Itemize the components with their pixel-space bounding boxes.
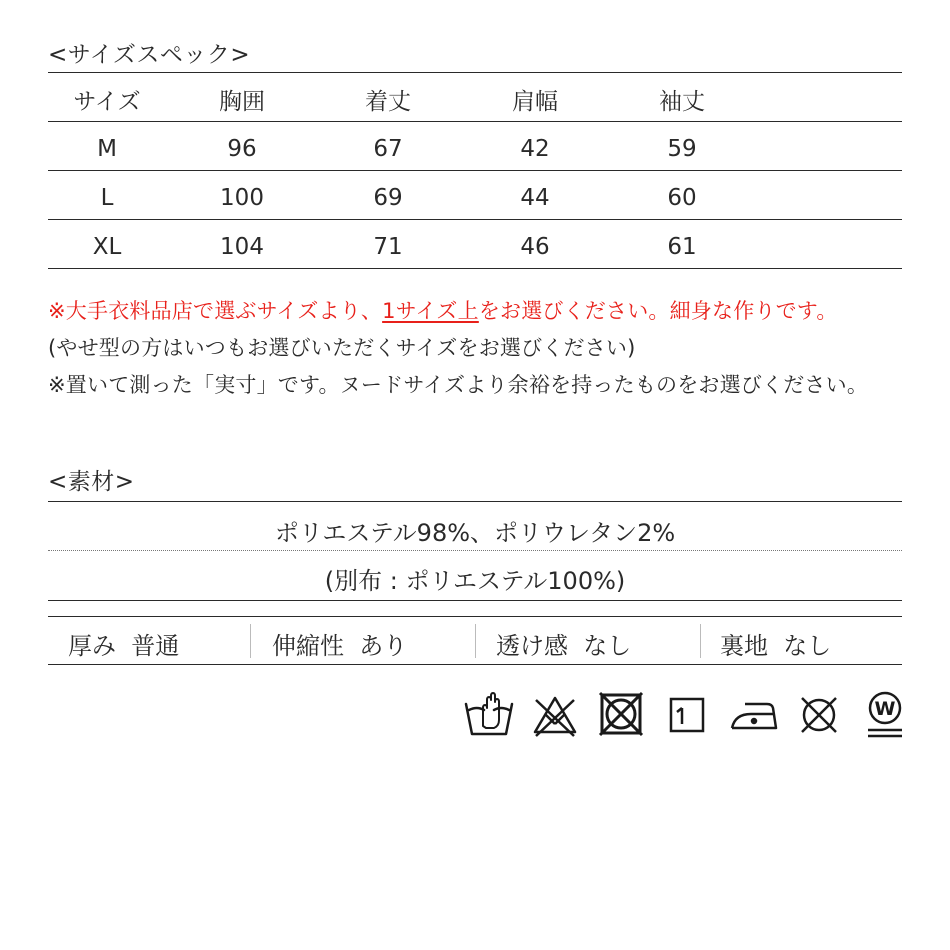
table-rule [48, 219, 902, 220]
attributes-rule [48, 616, 902, 617]
line-dry-icon [668, 690, 706, 738]
attribute-value: なし [583, 632, 632, 660]
table-cell: 61 [667, 234, 697, 260]
table-cell: 44 [520, 185, 550, 211]
table-cell: 46 [520, 234, 550, 260]
attribute-value: 普通 [131, 632, 180, 660]
attribute-value: なし [783, 632, 832, 660]
hand-wash-icon [464, 690, 514, 738]
material-heading: <素材> [48, 469, 135, 495]
table-cell: 69 [373, 185, 403, 211]
table-cell: 104 [220, 234, 264, 260]
material-rule [48, 501, 902, 502]
attributes-divider [475, 624, 476, 658]
table-cell: 67 [373, 136, 403, 162]
attributes-rule [48, 664, 902, 665]
attributes-divider [250, 624, 251, 658]
table-cell: 71 [373, 234, 403, 260]
table-rule [48, 72, 902, 73]
material-main: ポリエステル98%、ポリウレタン2% [274, 519, 676, 547]
table-cell: 42 [520, 136, 550, 162]
attribute-stretch [272, 626, 407, 661]
attribute-lining [720, 626, 831, 661]
column-header: 着丈 [365, 89, 411, 115]
material-sub: (別布 : ポリエステル100%) [324, 567, 626, 595]
no-bleach-icon [532, 690, 578, 738]
wet-clean-icon [863, 690, 907, 742]
note-text: をお選びください。細身な作りです。 [478, 299, 838, 323]
no-tumble-dry-icon [597, 690, 645, 738]
measurement-note: ※置いて測った「実寸」です。ヌードサイズより余裕を持ったものをお選びください。 [48, 373, 869, 397]
svg-text:W: W [874, 698, 896, 720]
note-text: ※大手衣料品店で選ぶサイズより、 [48, 299, 383, 323]
material-rule [48, 600, 902, 601]
material-dotted-rule [48, 550, 902, 551]
column-header: 肩幅 [512, 89, 558, 115]
slim-fit-note: (やせ型の方はいつもお選びいただくサイズをお選びください) [48, 336, 636, 360]
attribute-label: 透け感 [496, 632, 568, 660]
attribute-value: あり [359, 632, 408, 660]
note-emphasis: 1サイズ上 [382, 299, 479, 323]
column-header: 胸囲 [219, 89, 265, 115]
attribute-sheerness [496, 626, 631, 661]
attributes-divider [700, 624, 701, 658]
attribute-label: 裏地 [720, 632, 768, 660]
attribute-label: 伸縮性 [272, 632, 344, 660]
attribute-thickness [68, 626, 179, 661]
table-cell: 60 [667, 185, 697, 211]
table-cell: XL [92, 234, 122, 260]
table-rule [48, 170, 902, 171]
column-header: サイズ [73, 89, 141, 115]
table-cell: M [97, 136, 117, 162]
no-dry-clean-icon [796, 690, 842, 738]
size-advice-note [48, 295, 838, 325]
table-cell: 96 [227, 136, 257, 162]
table-cell: 59 [667, 136, 697, 162]
attribute-label: 厚み [68, 632, 116, 660]
column-header: 袖丈 [659, 89, 705, 115]
table-rule [48, 121, 902, 122]
table-cell: L [100, 185, 114, 211]
size-spec-heading: <サイズスペック> [48, 42, 251, 68]
table-cell: 100 [220, 185, 264, 211]
low-iron-icon [729, 690, 779, 738]
table-rule [48, 268, 902, 269]
